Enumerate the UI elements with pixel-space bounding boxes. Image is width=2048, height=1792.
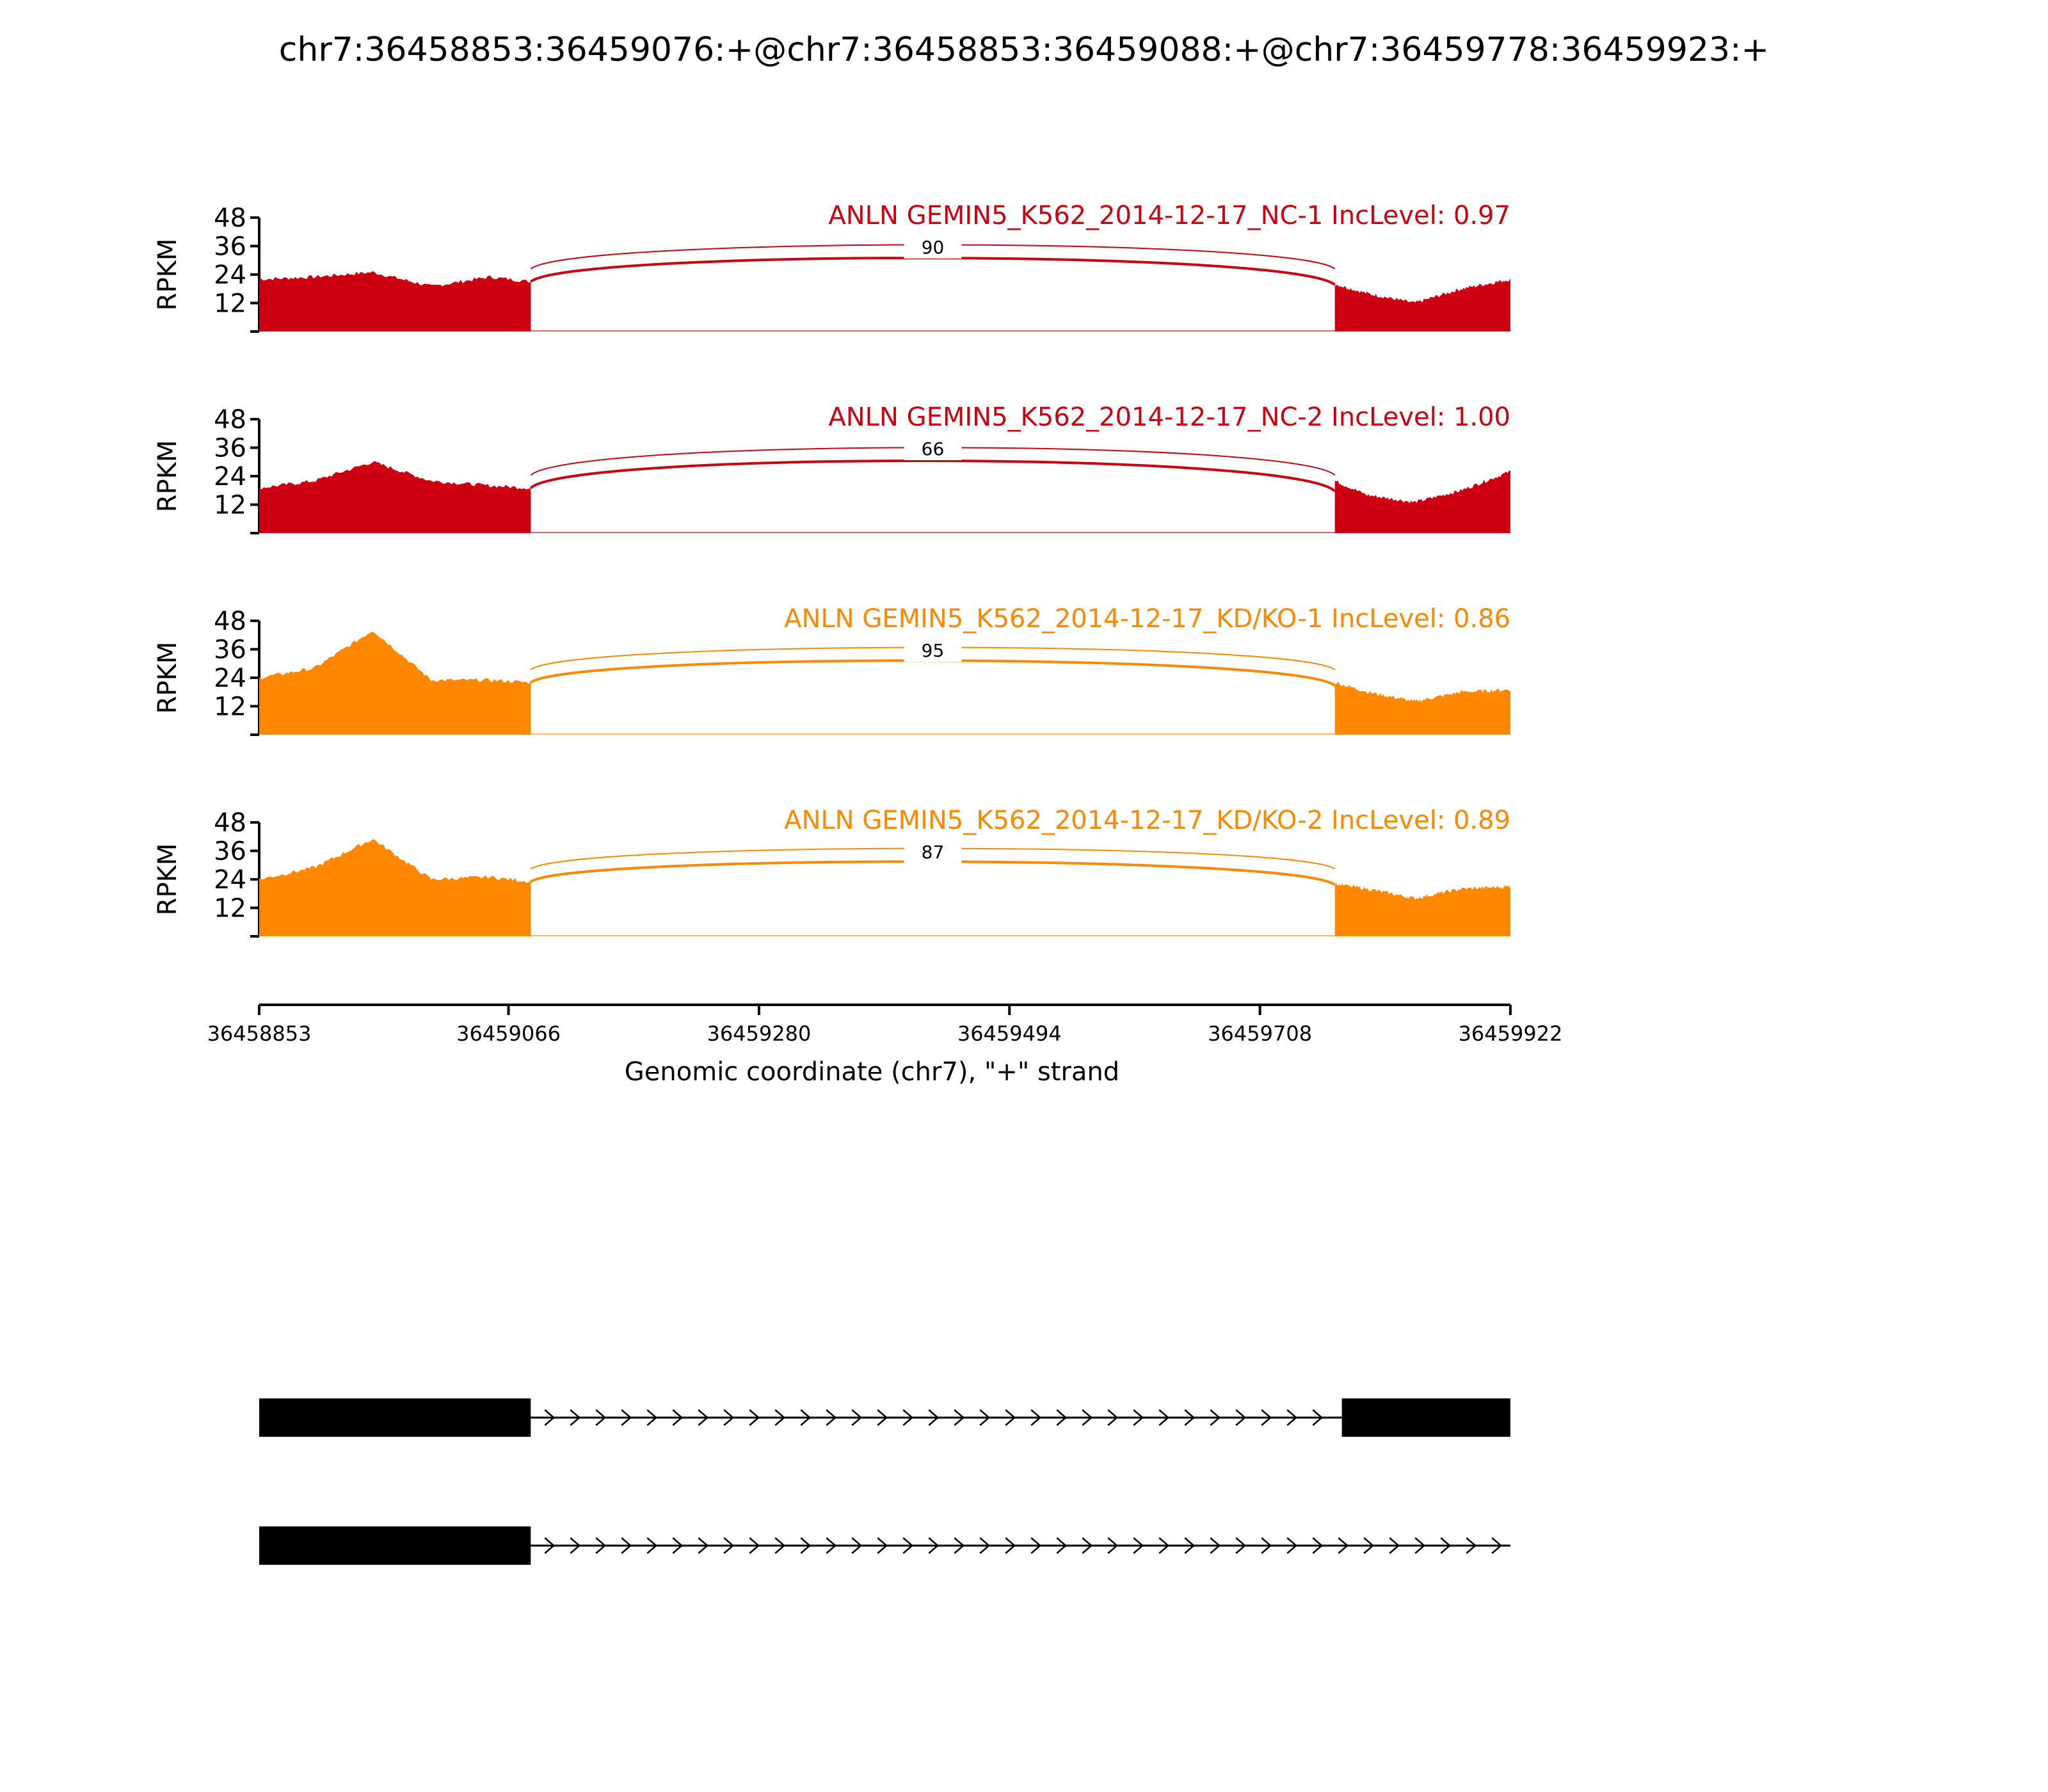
x-axis-label: Genomic coordinate (chr7), "+" strand — [624, 1057, 1120, 1087]
coverage-exon-1 — [259, 632, 531, 735]
y-tick-label: 48 — [214, 808, 246, 838]
sample-label: ANLN GEMIN5_K562_2014-12-17_KD/KO-2 IncLevel: 0.89 — [784, 806, 1510, 835]
y-tick-label: 36 — [214, 635, 246, 665]
junction-arc — [531, 660, 1334, 685]
x-tick-label: 36459922 — [1458, 1021, 1563, 1046]
sample-label: ANLN GEMIN5_K562_2014-12-17_NC-1 IncLevel: 0.97 — [828, 201, 1510, 230]
y-axis-label: RPKM — [153, 641, 182, 714]
y-tick-label: 48 — [214, 204, 246, 233]
junction-label: 90 — [921, 237, 945, 258]
x-tick-label: 36459494 — [957, 1021, 1062, 1046]
coverage-exon-1 — [259, 839, 531, 936]
y-tick-label: 12 — [214, 692, 246, 722]
coverage-exon-2 — [1335, 883, 1510, 937]
y-tick-label: 12 — [214, 490, 246, 520]
y-tick-label: 12 — [214, 893, 246, 924]
coverage-panel-3 — [153, 604, 1510, 735]
x-tick-label: 36459280 — [707, 1021, 812, 1046]
transcript-models — [259, 1398, 1510, 1565]
junction-label: 95 — [921, 640, 945, 661]
junction-arc — [531, 861, 1334, 884]
y-tick-label: 24 — [214, 260, 246, 290]
coverage-exon-2 — [1335, 470, 1510, 533]
sample-label: ANLN GEMIN5_K562_2014-12-17_KD/KO-1 IncLevel: 0.86 — [784, 604, 1510, 634]
exon-block — [1342, 1398, 1510, 1437]
exon-block — [259, 1526, 531, 1565]
x-tick-label: 36458853 — [207, 1021, 312, 1046]
coverage-exon-1 — [259, 271, 531, 332]
y-tick-label: 36 — [214, 836, 246, 867]
junction-arc — [531, 461, 1334, 492]
y-tick-label: 24 — [214, 664, 246, 693]
exon-block — [259, 1398, 531, 1437]
genomic-x-axis — [207, 1005, 1563, 1087]
y-tick-label: 24 — [214, 865, 246, 895]
coverage-exon-2 — [1335, 278, 1510, 332]
transcript-1 — [259, 1398, 1510, 1437]
sample-label: ANLN GEMIN5_K562_2014-12-17_NC-2 IncLevel: 1.00 — [828, 403, 1510, 432]
junction-arc — [531, 258, 1334, 285]
junction-label: 66 — [921, 438, 945, 460]
coverage-panels — [153, 201, 1510, 936]
y-axis-label: RPKM — [153, 238, 182, 311]
y-tick-label: 36 — [214, 433, 246, 463]
y-tick-label: 48 — [214, 607, 246, 636]
y-tick-label: 24 — [214, 462, 246, 492]
coverage-exon-1 — [259, 461, 531, 533]
coverage-exon-2 — [1335, 682, 1510, 735]
y-axis-label: RPKM — [153, 440, 182, 513]
y-axis-label: RPKM — [153, 843, 182, 916]
y-tick-label: 48 — [214, 405, 246, 435]
junction-label: 87 — [921, 842, 945, 863]
coverage-panel-4 — [153, 806, 1510, 936]
transcript-2 — [259, 1526, 1510, 1565]
y-tick-label: 36 — [214, 232, 246, 262]
coverage-panel-2 — [153, 403, 1510, 533]
coverage-panel-1 — [153, 201, 1510, 332]
x-tick-label: 36459066 — [456, 1021, 561, 1046]
figure-title: chr7:36458853:36459076:+@chr7:36458853:36459088:+@chr7:36459778:36459923:+ — [278, 31, 1770, 69]
y-tick-label: 12 — [214, 289, 246, 319]
x-tick-label: 36459708 — [1208, 1021, 1313, 1046]
